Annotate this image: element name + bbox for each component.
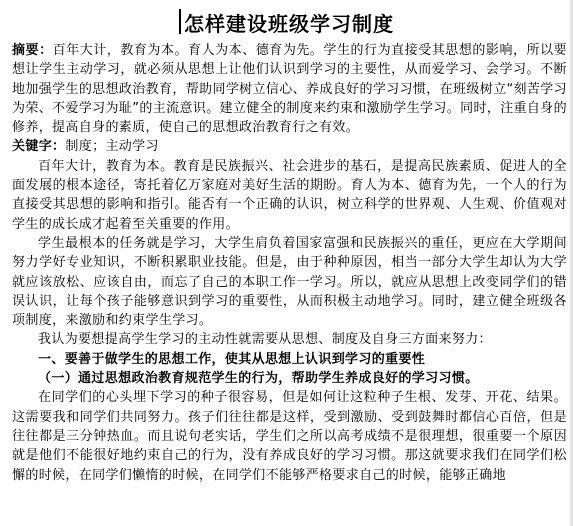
- body-paragraph-4: 在同学们的心头埋下学习的种子很容易，但是如何让这粒种子生根、发芽、开花、结果。这需要我和同学们共同努力。孩子们往往都是这样，受到激励、受到鼓舞时都信心百倍，但是往往都是三分钟热血。而且说句老实话，学生们之所以高考成绩不是很理想，很重要一个原因就是他们不能很好地约束自己的行为，没有养成良好的学习习惯。那这就要求我们在同学们松懈的时候，在同学们懒惰的时候，在同学们不能够严格要求自己的时候，能够正确地: [12, 390, 567, 483]
- body-paragraph-2: 学生最根本的任务就是学习，大学生肩负着国家富强和民族振兴的重任，更应在大学期间努力学好专业知识，不断积累职业技能。但是，由于种种原因，相当一部分大学生却认为大学就应该放松、应该自由，而忘了自己的本职工作一学习。所以，就应从思想上改变同学们的错误认识，让每个孩子能够意识到学习的重要性，从而积极主动地学习。同时，建立健全班级各项制度，来激励和约束学生学习。: [12, 235, 567, 329]
- keywords-text: 制度；主动学习: [65, 139, 159, 155]
- window-edge: [568, 0, 573, 526]
- document-body: [12, 41, 567, 485]
- abstract-paragraph: [12, 41, 567, 137]
- keywords-paragraph: [12, 137, 567, 156]
- abstract-text: 百年大计，教育为本。育人为本、德育为先。学生的行为直接受其思想的影响，所以要想让学生主动学习，就必须从思想上让他们认识到学习的主要性，从而爱学习、会学习。不断地加强学生的思想政治教育，帮助同学树立信心、养成良好的学习习惯，在班级树立“刻苦学习为荣、不爱学习为耻”的主流意识。建立健全的制度来约束和激励学生学习。同时，注重自身的修养，提高自身的素质，使自己的思想政治教育行之有效。: [12, 43, 567, 136]
- subsection-heading-1: （一）通过思想政治教育规范学生的行为，帮助学生养成良好的学习习惯。: [38, 371, 479, 387]
- section-heading-1: 一、要善于做学生的思想工作，使其从思想上认识到学习的重要性: [38, 351, 426, 367]
- abstract-label: 摘要：: [12, 43, 53, 58]
- keywords-label: 关键字：: [12, 139, 66, 155]
- body-paragraph-1: 百年大计，教育为本。教育是民族振兴、社会进步的基石，是提高民族素质、促进人的全面发展的根本途径，寄托着亿万家庭对美好生活的期盼。育人为本、德育为先，一个人的行为直接受其思想的影响和指引。能否有一个正确的认识，树立科学的世界观、人生观、价值观对学生的成长成才起着至关重要的作用。: [12, 158, 567, 232]
- text-cursor: [179, 9, 181, 34]
- title-row: [0, 4, 573, 38]
- document-title: 怎样建设班级学习制度: [184, 12, 394, 36]
- body-paragraph-3: 我认为要想提高学生学习的主动性就需要从思想、制度及自身三方面来努力：: [38, 332, 492, 348]
